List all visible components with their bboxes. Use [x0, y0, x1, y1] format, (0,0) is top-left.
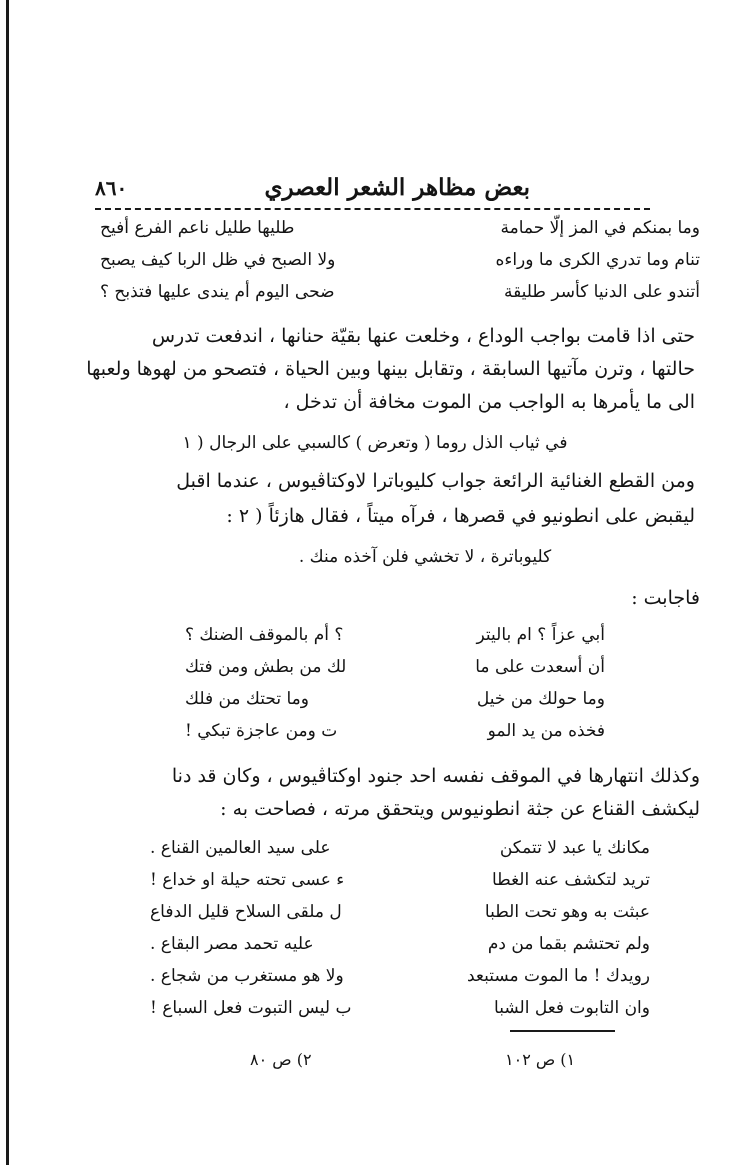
verse-hemistich-second: على سيد العالمين القناع .: [150, 838, 331, 858]
paragraph-line: ليقبض على انطونيو في قصرها ، فرآه ميتاً ، فقال هازئاً ( ٢ :: [226, 505, 695, 527]
verse-line: [150, 870, 650, 898]
verse-hemistich-first: وان التابوت فعل الشبا: [494, 998, 650, 1018]
verse-hemistich-first: فخذه من يد المو: [487, 721, 605, 741]
verse-line: [150, 902, 650, 930]
verse-hemistich-first: مكانك يا عبد لا تتمكن: [499, 838, 650, 858]
verse-line: [150, 966, 650, 994]
paragraph-line: ومن القطع الغنائية الرائعة جواب كليوباترا لاوكتاڤيوس ، عندما اقبل: [176, 470, 695, 492]
paragraph-line: الى ما يأمرها به الواجب من الموت مخافة أن تدخل ،: [283, 391, 695, 413]
verse-hemistich-second: ضحى اليوم أم يندى عليها فتذبح ؟: [100, 282, 335, 302]
footnote-divider: [510, 1030, 615, 1032]
verse-line: [185, 689, 605, 717]
verse-line: [150, 934, 650, 962]
verse-hemistich-first: تنام وما تدري الكرى ما وراءه: [495, 250, 700, 270]
verse-line: [100, 250, 700, 278]
verse-hemistich-second: ت ومن عاجزة تبكي !: [185, 721, 338, 741]
footnote-1: ١) ص ١٠٢: [505, 1050, 576, 1069]
running-title: بعض مظاهر الشعر العصري: [264, 174, 530, 201]
paragraph-line: وكذلك انتهارها في الموقف نفسه احد جنود اوكتاڤيوس ، وكان قد دنا: [171, 765, 700, 787]
paragraph-line: ليكشف القناع عن جثة انطونيوس ويتحقق مرته ، فصاحت به :: [220, 798, 700, 820]
paragraph-line: حالتها ، وترن مآتيها السابقة ، وتقابل بينها وبين الحياة ، فتصحو من لهوها ولعبها: [86, 358, 695, 380]
verse-hemistich-first: رويدك ! ما الموت مستبعد: [467, 966, 650, 986]
replied-label: فاجابت :: [631, 587, 700, 609]
footnote-2: ٢) ص ٨٠: [250, 1050, 312, 1069]
verse-hemistich-second: ولا هو مستغرب من شجاع .: [150, 966, 344, 986]
verse-hemistich-first: أتندو على الدنيا كأسر طليقة: [503, 282, 700, 302]
verse-line: [185, 721, 605, 749]
verse-hemistich-first: ولم تحتشم بقما من دم: [487, 934, 650, 954]
verse-line: [185, 657, 605, 685]
header-divider: [95, 208, 650, 210]
verse-hemistich-second: ء عسى تحته حيلة او خداع !: [150, 870, 345, 890]
verse-hemistich-first: عبثت به وهو تحت الطبا: [484, 902, 650, 922]
verse-hemistich-second: ؟ أم بالموقف الضنك ؟: [185, 625, 344, 645]
verse-hemistich-second: عليه تحمد مصر البقاع .: [150, 934, 314, 954]
verse-line: [150, 998, 650, 1026]
verse-hemistich-first: تريد لتكشف عنه الغطا: [491, 870, 650, 890]
scan-border: [6, 0, 9, 1165]
page-header: [95, 172, 650, 206]
verse-line: [100, 218, 700, 246]
verse-hemistich-first: وما بمنكم في المز إلّا حمامة: [500, 218, 700, 238]
verse-hemistich-second: لك من بطش ومن فتك: [185, 657, 347, 677]
verse-line: [150, 838, 650, 866]
quoted-verse: في ثياب الذل روما ( وتعرض ) كالسبي على الرجال ( ١: [182, 433, 568, 453]
verse-line: [100, 282, 700, 310]
page-number: ٨٦٠: [95, 176, 128, 200]
verse-hemistich-second: طليها طليل ناعم الفرع أفيح: [100, 218, 295, 238]
octavius-line: كليوباترة ، لا تخشي فلن آخذه منك .: [298, 547, 552, 567]
verse-hemistich-second: وما تحتك من فلك: [185, 689, 309, 709]
verse-hemistich-first: وما حولك من خيل: [476, 689, 605, 709]
verse-hemistich-second: ل ملقى السلاح قليل الدفاع: [150, 902, 342, 922]
verse-hemistich-first: أبي عزاً ؟ ام باليتر: [476, 625, 605, 645]
verse-hemistich-second: ب ليس التبوت فعل السباع !: [150, 998, 352, 1018]
paragraph-line: حتى اذا قامت بواجب الوداع ، وخلعت عنها بقيّة حنانها ، اندفعت تدرس: [151, 325, 695, 347]
verse-line: [185, 625, 605, 653]
verse-hemistich-first: أن أسعدت على ما: [475, 657, 605, 677]
verse-hemistich-second: ولا الصبح في ظل الربا كيف يصبح: [100, 250, 336, 270]
